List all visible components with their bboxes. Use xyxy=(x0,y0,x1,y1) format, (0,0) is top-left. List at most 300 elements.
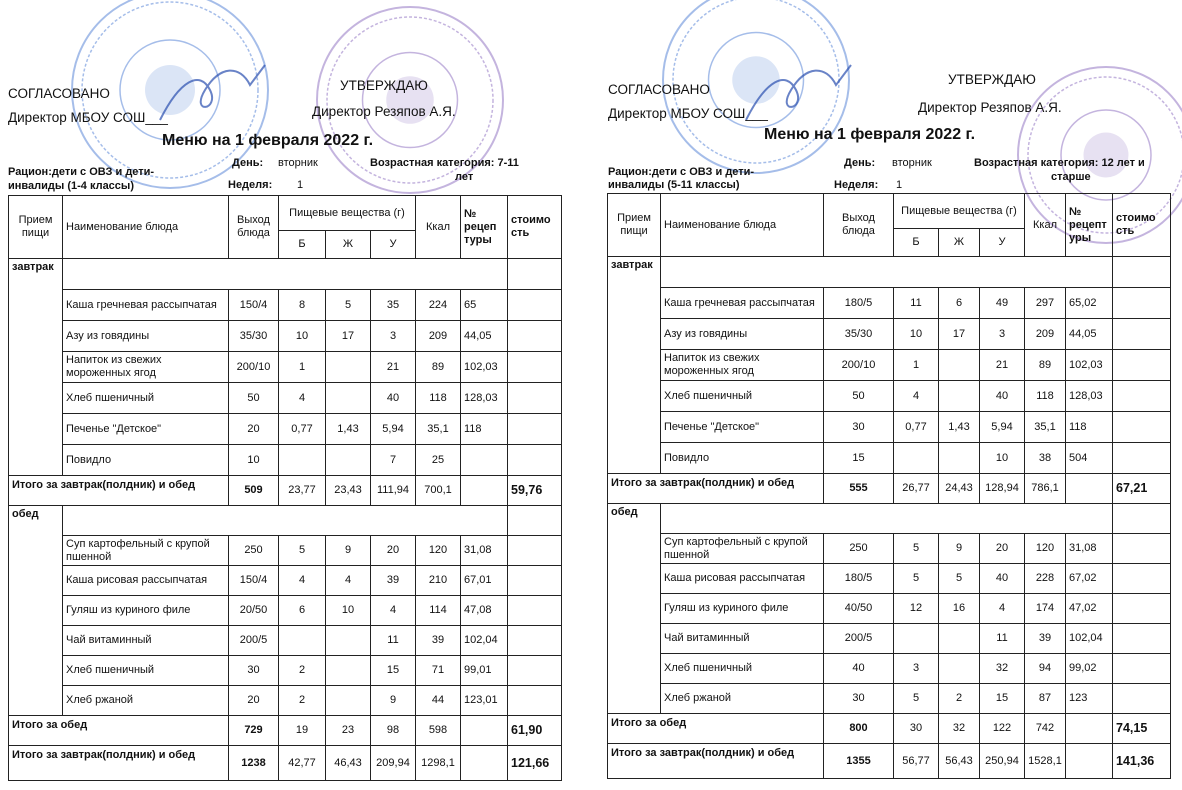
dish-yield: 40/50 xyxy=(824,594,894,624)
total-cost: 61,90 xyxy=(508,716,562,746)
dish-fat xyxy=(326,445,371,476)
dish-recipe-no: 504 xyxy=(1066,443,1113,474)
total-carbs: 111,94 xyxy=(371,476,416,506)
total-row xyxy=(608,474,1171,504)
dish-yield: 250 xyxy=(824,534,894,564)
dish-fat xyxy=(326,656,371,686)
dish-name: Каша гречневая рассыпчатая xyxy=(63,290,229,321)
dish-carbs: 5,94 xyxy=(980,412,1025,443)
dish-row xyxy=(9,566,562,596)
total-recipe-no xyxy=(461,746,508,781)
dish-yield: 50 xyxy=(229,383,279,414)
dish-fat xyxy=(326,352,371,383)
dish-carbs: 20 xyxy=(371,536,416,566)
dish-fat: 1,43 xyxy=(939,412,980,443)
approve-label: УТВЕРЖДАЮ xyxy=(340,78,428,93)
total-fat: 23 xyxy=(326,716,371,746)
week-label: Неделя: xyxy=(834,179,879,191)
meal-section-row xyxy=(608,257,1171,288)
total-label: Итого за завтрак(полдник) и обед xyxy=(9,476,229,506)
total-yield: 509 xyxy=(229,476,279,506)
dish-recipe-no: 31,08 xyxy=(1066,534,1113,564)
dish-recipe-no: 128,03 xyxy=(1066,381,1113,412)
total-yield: 1355 xyxy=(824,744,894,779)
dish-protein xyxy=(279,445,326,476)
dish-cost xyxy=(508,566,562,596)
dish-row xyxy=(9,686,562,716)
dish-kcal: 89 xyxy=(416,352,461,383)
total-label: Итого за завтрак(полдник) и обед xyxy=(9,746,229,781)
total-carbs: 98 xyxy=(371,716,416,746)
dish-row xyxy=(608,684,1171,714)
meal-section-row xyxy=(9,259,562,290)
director-name-label: Директор Резяпов А.Я. xyxy=(312,104,456,119)
dish-recipe-no: 102,04 xyxy=(461,626,508,656)
dish-cost xyxy=(1113,534,1171,564)
dish-yield: 150/4 xyxy=(229,566,279,596)
dish-recipe-no: 99,01 xyxy=(461,656,508,686)
total-protein: 56,77 xyxy=(894,744,939,779)
header-fat: Ж xyxy=(326,231,371,259)
dish-cost xyxy=(508,686,562,716)
dish-cost xyxy=(508,536,562,566)
total-recipe-no xyxy=(1066,714,1113,744)
dish-name: Суп картофельный с крупой пшенной xyxy=(63,536,229,566)
total-kcal: 1298,1 xyxy=(416,746,461,781)
week-value: 1 xyxy=(297,179,304,191)
dish-row xyxy=(608,654,1171,684)
total-fat: 24,43 xyxy=(939,474,980,504)
week-value: 1 xyxy=(896,179,903,191)
dish-kcal: 39 xyxy=(416,626,461,656)
dish-kcal: 118 xyxy=(1025,381,1066,412)
dish-cost xyxy=(1113,350,1171,381)
director-name-label: Директор Резяпов А.Я. xyxy=(918,100,1062,115)
header-yield: Выход блюда xyxy=(229,196,279,259)
dish-kcal: 209 xyxy=(1025,319,1066,350)
dish-recipe-no: 118 xyxy=(1066,412,1113,443)
dish-cost xyxy=(508,445,562,476)
dish-row xyxy=(9,596,562,626)
dish-cost xyxy=(1113,564,1171,594)
dish-cost xyxy=(508,352,562,383)
total-fat: 23,43 xyxy=(326,476,371,506)
dish-yield: 180/5 xyxy=(824,288,894,319)
dish-carbs: 3 xyxy=(980,319,1025,350)
dish-recipe-no xyxy=(461,445,508,476)
dish-recipe-no: 65 xyxy=(461,290,508,321)
dish-protein xyxy=(894,443,939,474)
dish-name: Хлеб пшеничный xyxy=(63,383,229,414)
dish-carbs: 4 xyxy=(371,596,416,626)
dish-kcal: 210 xyxy=(416,566,461,596)
age-category-line-2: старше xyxy=(1051,171,1091,183)
dish-yield: 30 xyxy=(824,412,894,443)
header-nutrients: Пищевые вещества (г) xyxy=(894,194,1025,229)
dish-fat xyxy=(326,383,371,414)
week-label: Неделя: xyxy=(228,179,273,191)
ration-line-1: Рацион:дети с ОВЗ и дети- xyxy=(8,166,155,178)
dish-protein xyxy=(279,626,326,656)
dish-kcal: 120 xyxy=(1025,534,1066,564)
dish-protein: 6 xyxy=(279,596,326,626)
total-yield: 555 xyxy=(824,474,894,504)
dish-recipe-no: 44,05 xyxy=(461,321,508,352)
dish-carbs: 15 xyxy=(371,656,416,686)
signature-icon xyxy=(150,60,270,130)
dish-fat: 5 xyxy=(939,564,980,594)
meal-section-row xyxy=(608,504,1171,534)
dish-fat: 6 xyxy=(939,288,980,319)
dish-protein: 0,77 xyxy=(894,412,939,443)
total-cost: 74,15 xyxy=(1113,714,1171,744)
dish-recipe-no: 47,08 xyxy=(461,596,508,626)
dish-name: Каша рисовая рассыпчатая xyxy=(63,566,229,596)
dish-protein: 12 xyxy=(894,594,939,624)
total-row xyxy=(9,476,562,506)
dish-carbs: 7 xyxy=(371,445,416,476)
age-category-line-1: Возрастная категория: 12 лет и xyxy=(974,157,1145,169)
dish-name: Хлеб пшеничный xyxy=(661,381,824,412)
dish-row xyxy=(9,383,562,414)
total-row xyxy=(608,744,1171,779)
dish-yield: 20 xyxy=(229,686,279,716)
dish-kcal: 35,1 xyxy=(416,414,461,445)
dish-row xyxy=(9,626,562,656)
table-header-row xyxy=(608,194,1171,229)
dish-fat: 17 xyxy=(939,319,980,350)
dish-row xyxy=(9,656,562,686)
total-protein: 42,77 xyxy=(279,746,326,781)
dish-protein: 4 xyxy=(279,383,326,414)
total-row xyxy=(608,714,1171,744)
dish-fat: 16 xyxy=(939,594,980,624)
approved-label: СОГЛАСОВАНО xyxy=(608,82,710,97)
menu-table xyxy=(8,195,562,781)
dish-cost xyxy=(1113,594,1171,624)
dish-yield: 200/10 xyxy=(229,352,279,383)
total-recipe-no xyxy=(461,716,508,746)
total-carbs: 128,94 xyxy=(980,474,1025,504)
menu-title: Меню на 1 февраля 2022 г. xyxy=(162,132,374,149)
total-carbs: 209,94 xyxy=(371,746,416,781)
dish-fat: 1,43 xyxy=(326,414,371,445)
dish-carbs: 3 xyxy=(371,321,416,352)
header-recipe-no: № рецепт уры xyxy=(1066,194,1113,257)
header-yield: Выход блюда xyxy=(824,194,894,257)
dish-cost xyxy=(1113,654,1171,684)
dish-name: Хлеб пшеничный xyxy=(661,654,824,684)
dish-kcal: 35,1 xyxy=(1025,412,1066,443)
menu-panel-grades-5-11 xyxy=(596,0,1182,790)
dish-protein: 4 xyxy=(894,381,939,412)
dish-cost xyxy=(1113,319,1171,350)
dish-protein: 4 xyxy=(279,566,326,596)
dish-protein: 11 xyxy=(894,288,939,319)
dish-kcal: 174 xyxy=(1025,594,1066,624)
dish-carbs: 35 xyxy=(371,290,416,321)
dish-name: Гуляш из куриного филе xyxy=(63,596,229,626)
dish-cost xyxy=(1113,624,1171,654)
menu-title: Меню на 1 февраля 2022 г. xyxy=(764,126,976,143)
header-dish-name: Наименование блюда xyxy=(661,194,824,257)
dish-yield: 35/30 xyxy=(229,321,279,352)
total-kcal: 786,1 xyxy=(1025,474,1066,504)
dish-name: Повидло xyxy=(63,445,229,476)
header-cost: стоимо сть xyxy=(508,196,562,259)
dish-yield: 200/5 xyxy=(824,624,894,654)
dish-yield: 40 xyxy=(824,654,894,684)
approved-label: СОГЛАСОВАНО xyxy=(8,86,110,101)
dish-cost xyxy=(1113,443,1171,474)
dish-kcal: 224 xyxy=(416,290,461,321)
day-label: День: xyxy=(232,157,264,169)
dish-kcal: 120 xyxy=(416,536,461,566)
director-school-label: Директор МБОУ СОШ___ xyxy=(608,106,768,121)
dish-protein: 5 xyxy=(894,534,939,564)
dish-fat xyxy=(939,350,980,381)
dish-yield: 20/50 xyxy=(229,596,279,626)
dish-name: Повидло xyxy=(661,443,824,474)
dish-yield: 35/30 xyxy=(824,319,894,350)
dish-fat xyxy=(326,686,371,716)
dish-name: Хлеб ржаной xyxy=(661,684,824,714)
total-protein: 19 xyxy=(279,716,326,746)
header-protein: Б xyxy=(279,231,326,259)
ration-line-2: инвалиды (1-4 классы) xyxy=(8,180,134,192)
dish-recipe-no: 123 xyxy=(1066,684,1113,714)
total-row xyxy=(9,746,562,781)
dish-cost xyxy=(508,596,562,626)
meal-label-breakfast: завтрак xyxy=(608,257,661,474)
dish-recipe-no: 99,02 xyxy=(1066,654,1113,684)
dish-row xyxy=(608,624,1171,654)
dish-cost xyxy=(508,383,562,414)
dish-row xyxy=(9,414,562,445)
total-fat: 46,43 xyxy=(326,746,371,781)
total-row xyxy=(9,716,562,746)
dish-row xyxy=(9,352,562,383)
header-cost: стоимо сть xyxy=(1113,194,1171,257)
dish-carbs: 40 xyxy=(980,564,1025,594)
dish-yield: 20 xyxy=(229,414,279,445)
header-meal: Прием пищи xyxy=(608,194,661,257)
dish-fat: 9 xyxy=(939,534,980,564)
dish-recipe-no: 102,04 xyxy=(1066,624,1113,654)
dish-protein: 5 xyxy=(894,564,939,594)
dish-fat: 5 xyxy=(326,290,371,321)
total-cost: 141,36 xyxy=(1113,744,1171,779)
total-kcal: 700,1 xyxy=(416,476,461,506)
age-category-line-2: лет xyxy=(455,171,474,183)
dish-name: Печенье "Детское" xyxy=(661,412,824,443)
dish-recipe-no: 102,03 xyxy=(1066,350,1113,381)
approve-label: УТВЕРЖДАЮ xyxy=(948,72,1036,87)
dish-carbs: 40 xyxy=(371,383,416,414)
dish-fat xyxy=(939,624,980,654)
dish-carbs: 15 xyxy=(980,684,1025,714)
dish-carbs: 49 xyxy=(980,288,1025,319)
ration-line-2: инвалиды (5-11 классы) xyxy=(608,179,740,191)
meal-section-row xyxy=(9,506,562,536)
total-cost: 67,21 xyxy=(1113,474,1171,504)
dish-recipe-no: 67,01 xyxy=(461,566,508,596)
dish-row xyxy=(608,381,1171,412)
dish-name: Азу из говядины xyxy=(63,321,229,352)
total-yield: 800 xyxy=(824,714,894,744)
dish-protein: 5 xyxy=(894,684,939,714)
dish-kcal: 38 xyxy=(1025,443,1066,474)
dish-name: Чай витаминный xyxy=(661,624,824,654)
dish-row xyxy=(608,288,1171,319)
dish-row xyxy=(608,412,1171,443)
day-value: вторник xyxy=(278,157,318,169)
dish-recipe-no: 67,02 xyxy=(1066,564,1113,594)
dish-row xyxy=(608,594,1171,624)
dish-carbs: 5,94 xyxy=(371,414,416,445)
dish-protein: 5 xyxy=(279,536,326,566)
dish-yield: 10 xyxy=(229,445,279,476)
dish-yield: 150/4 xyxy=(229,290,279,321)
dish-carbs: 9 xyxy=(371,686,416,716)
dish-carbs: 11 xyxy=(980,624,1025,654)
total-label: Итого за завтрак(полдник) и обед xyxy=(608,744,824,779)
dish-kcal: 39 xyxy=(1025,624,1066,654)
dish-kcal: 89 xyxy=(1025,350,1066,381)
dish-fat xyxy=(939,654,980,684)
dish-carbs: 10 xyxy=(980,443,1025,474)
dish-name: Напиток из свежих мороженных ягод xyxy=(63,352,229,383)
meal-label-lunch: обед xyxy=(9,506,63,716)
dish-protein: 1 xyxy=(894,350,939,381)
dish-fat: 4 xyxy=(326,566,371,596)
dish-cost xyxy=(508,290,562,321)
dish-row xyxy=(9,290,562,321)
meal-label-lunch: обед xyxy=(608,504,661,714)
dish-cost xyxy=(1113,412,1171,443)
dish-name: Азу из говядины xyxy=(661,319,824,350)
age-category-line-1: Возрастная категория: 7-11 xyxy=(370,157,519,169)
dish-row xyxy=(9,445,562,476)
total-label: Итого за обед xyxy=(608,714,824,744)
total-kcal: 1528,1 xyxy=(1025,744,1066,779)
dish-protein: 3 xyxy=(894,654,939,684)
total-carbs: 250,94 xyxy=(980,744,1025,779)
dish-fat: 2 xyxy=(939,684,980,714)
day-value: вторник xyxy=(892,157,932,169)
dish-yield: 30 xyxy=(824,684,894,714)
table-header-row xyxy=(9,196,562,231)
dish-kcal: 114 xyxy=(416,596,461,626)
dish-protein: 0,77 xyxy=(279,414,326,445)
total-label: Итого за обед xyxy=(9,716,229,746)
dish-name: Каша рисовая рассыпчатая xyxy=(661,564,824,594)
total-kcal: 598 xyxy=(416,716,461,746)
total-label: Итого за завтрак(полдник) и обед xyxy=(608,474,824,504)
dish-name: Гуляш из куриного филе xyxy=(661,594,824,624)
dish-carbs: 32 xyxy=(980,654,1025,684)
total-yield: 1238 xyxy=(229,746,279,781)
dish-carbs: 4 xyxy=(980,594,1025,624)
dish-name: Хлеб ржаной xyxy=(63,686,229,716)
total-protein: 23,77 xyxy=(279,476,326,506)
dish-fat: 17 xyxy=(326,321,371,352)
dish-name: Суп картофельный с крупой пшенной xyxy=(661,534,824,564)
dish-cost xyxy=(1113,288,1171,319)
dish-carbs: 39 xyxy=(371,566,416,596)
dish-yield: 15 xyxy=(824,443,894,474)
dish-recipe-no: 47,02 xyxy=(1066,594,1113,624)
dish-carbs: 21 xyxy=(371,352,416,383)
dish-row xyxy=(608,534,1171,564)
director-school-label: Директор МБОУ СОШ___ xyxy=(8,110,168,125)
dish-kcal: 44 xyxy=(416,686,461,716)
dish-protein: 1 xyxy=(279,352,326,383)
dish-cost xyxy=(508,414,562,445)
dish-kcal: 118 xyxy=(416,383,461,414)
dish-protein: 2 xyxy=(279,656,326,686)
total-kcal: 742 xyxy=(1025,714,1066,744)
dish-name: Каша гречневая рассыпчатая xyxy=(661,288,824,319)
header-fat: Ж xyxy=(939,229,980,257)
dish-row xyxy=(9,536,562,566)
header-protein: Б xyxy=(894,229,939,257)
dish-kcal: 228 xyxy=(1025,564,1066,594)
dish-cost xyxy=(1113,381,1171,412)
dish-yield: 50 xyxy=(824,381,894,412)
dish-recipe-no: 118 xyxy=(461,414,508,445)
dish-kcal: 297 xyxy=(1025,288,1066,319)
dish-row xyxy=(608,443,1171,474)
dish-yield: 250 xyxy=(229,536,279,566)
total-yield: 729 xyxy=(229,716,279,746)
dish-kcal: 25 xyxy=(416,445,461,476)
dish-yield: 30 xyxy=(229,656,279,686)
dish-row xyxy=(608,564,1171,594)
dish-carbs: 20 xyxy=(980,534,1025,564)
dish-row xyxy=(9,321,562,352)
dish-recipe-no: 65,02 xyxy=(1066,288,1113,319)
header-recipe-no: № рецеп туры xyxy=(461,196,508,259)
dish-name: Чай витаминный xyxy=(63,626,229,656)
total-recipe-no xyxy=(1066,744,1113,779)
dish-name: Напиток из свежих мороженных ягод xyxy=(661,350,824,381)
header-dish-name: Наименование блюда xyxy=(63,196,229,259)
header-kcal: Ккал xyxy=(416,196,461,259)
dish-yield: 200/5 xyxy=(229,626,279,656)
dish-kcal: 87 xyxy=(1025,684,1066,714)
dish-protein xyxy=(894,624,939,654)
dish-carbs: 40 xyxy=(980,381,1025,412)
day-label: День: xyxy=(844,157,876,169)
ration-line-1: Рацион:дети с ОВЗ и дети- xyxy=(608,166,755,178)
dish-cost xyxy=(508,626,562,656)
menu-table xyxy=(607,193,1171,779)
dish-recipe-no: 31,08 xyxy=(461,536,508,566)
total-fat: 56,43 xyxy=(939,744,980,779)
total-recipe-no xyxy=(461,476,508,506)
total-fat: 32 xyxy=(939,714,980,744)
header-carbs: У xyxy=(371,231,416,259)
dish-kcal: 94 xyxy=(1025,654,1066,684)
total-cost: 59,76 xyxy=(508,476,562,506)
dish-row xyxy=(608,319,1171,350)
dish-fat: 9 xyxy=(326,536,371,566)
dish-fat xyxy=(939,443,980,474)
dish-recipe-no: 44,05 xyxy=(1066,319,1113,350)
total-carbs: 122 xyxy=(980,714,1025,744)
dish-name: Печенье "Детское" xyxy=(63,414,229,445)
